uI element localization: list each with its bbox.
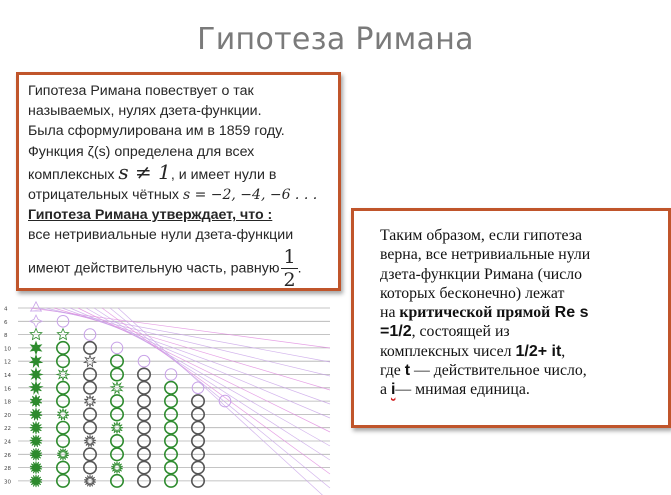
definition-line bbox=[28, 159, 338, 185]
definition-line: называемых, нулях дзета-функции. bbox=[28, 103, 262, 120]
definition-line: все нетривиальные нули дзета-функции bbox=[28, 227, 294, 244]
hypothesis-statement: Гипотеза Римана утверждает, что : bbox=[28, 207, 273, 224]
star-shape bbox=[30, 435, 42, 447]
critical-line-term: критической прямой bbox=[399, 304, 551, 322]
conclusion-line bbox=[380, 342, 670, 361]
row-number: 26 bbox=[4, 452, 11, 459]
conclusion-line bbox=[380, 380, 670, 399]
conclusion-box bbox=[351, 208, 671, 428]
star-shape bbox=[30, 422, 42, 434]
prime-pattern-diagram bbox=[0, 298, 350, 495]
slide-title: Гипотеза Римана bbox=[197, 22, 474, 57]
definition-line: Гипотеза Римана повествует о так bbox=[28, 83, 254, 99]
definition-box bbox=[16, 72, 341, 291]
conclusion-line bbox=[380, 322, 670, 341]
star-shape bbox=[57, 329, 68, 340]
formula-s-not-one: s ≠ 1 bbox=[118, 159, 171, 184]
star-shape bbox=[30, 408, 42, 420]
row-number: 28 bbox=[4, 466, 11, 473]
conclusion-text-part: — мнимая единица. bbox=[395, 381, 530, 399]
fraction-one-half bbox=[281, 246, 297, 291]
conclusion-line: которых бесконечно) лежат bbox=[380, 284, 565, 302]
definition-line: Была сформулирована им в 1859 году. bbox=[28, 123, 285, 140]
fraction-numerator: 1 bbox=[283, 245, 296, 268]
diagonal-line bbox=[94, 308, 330, 460]
row-number: 18 bbox=[4, 399, 11, 406]
conclusion-text-part: , bbox=[561, 342, 566, 360]
variable-i: i bbox=[390, 381, 396, 399]
formula-trivial-zeros: s = −2, −4, −6 . . . bbox=[182, 187, 318, 204]
conclusion-line: Таким образом, если гипотеза bbox=[380, 227, 582, 244]
star-shape bbox=[30, 368, 42, 380]
row-number: 10 bbox=[4, 346, 11, 353]
conclusion-text-part: , состоящей из bbox=[411, 323, 510, 341]
star-shape bbox=[30, 382, 42, 394]
conclusion-text bbox=[380, 226, 670, 400]
row-number: 8 bbox=[4, 333, 8, 340]
variable-t: t bbox=[404, 362, 411, 380]
definition-text-part: имеют действительную часть, равную bbox=[28, 259, 280, 276]
conclusion-text-part: — действительное число, bbox=[410, 362, 587, 380]
conclusion-text-part: а bbox=[380, 381, 391, 399]
formula-half-plus-it: 1/2+ it bbox=[515, 342, 562, 360]
definition-text-part: , и имеет нули в bbox=[170, 166, 277, 183]
fraction-denominator: 2 bbox=[283, 268, 296, 291]
star-shape bbox=[31, 302, 42, 311]
definition-text-part: отрицательных чётных bbox=[28, 187, 179, 204]
row-number: 6 bbox=[4, 319, 8, 326]
row-number: 22 bbox=[4, 426, 11, 433]
row-number: 12 bbox=[4, 359, 11, 366]
conclusion-text-part: комплексных чисел bbox=[380, 342, 516, 360]
conclusion-line bbox=[380, 303, 670, 322]
definition-text-part: комплексных bbox=[28, 166, 115, 183]
conclusion-text-part: где bbox=[380, 362, 405, 380]
row-number: 20 bbox=[4, 412, 11, 419]
formula-one-half: =1/2 bbox=[380, 323, 412, 341]
conclusion-line: дзета-функции Римана (число bbox=[380, 265, 583, 283]
diagonal-line bbox=[62, 308, 330, 404]
definition-line: Функция ζ(s) определена для всех bbox=[28, 143, 255, 160]
star-shape bbox=[30, 328, 42, 339]
definition-text bbox=[28, 81, 338, 291]
definition-line bbox=[28, 185, 338, 205]
formula-re-s: Re s bbox=[550, 304, 589, 322]
conclusion-line bbox=[380, 361, 670, 380]
definition-line bbox=[28, 246, 338, 291]
row-number: 4 bbox=[4, 306, 8, 313]
conclusion-line: верна, все нетривиальные нули bbox=[380, 246, 591, 264]
definition-text-part: . bbox=[297, 259, 302, 276]
row-number: 14 bbox=[4, 373, 11, 379]
row-number: 24 bbox=[4, 439, 11, 446]
row-number: 16 bbox=[4, 386, 11, 393]
row-number: 30 bbox=[4, 479, 11, 486]
conclusion-text-part: на bbox=[380, 304, 400, 322]
